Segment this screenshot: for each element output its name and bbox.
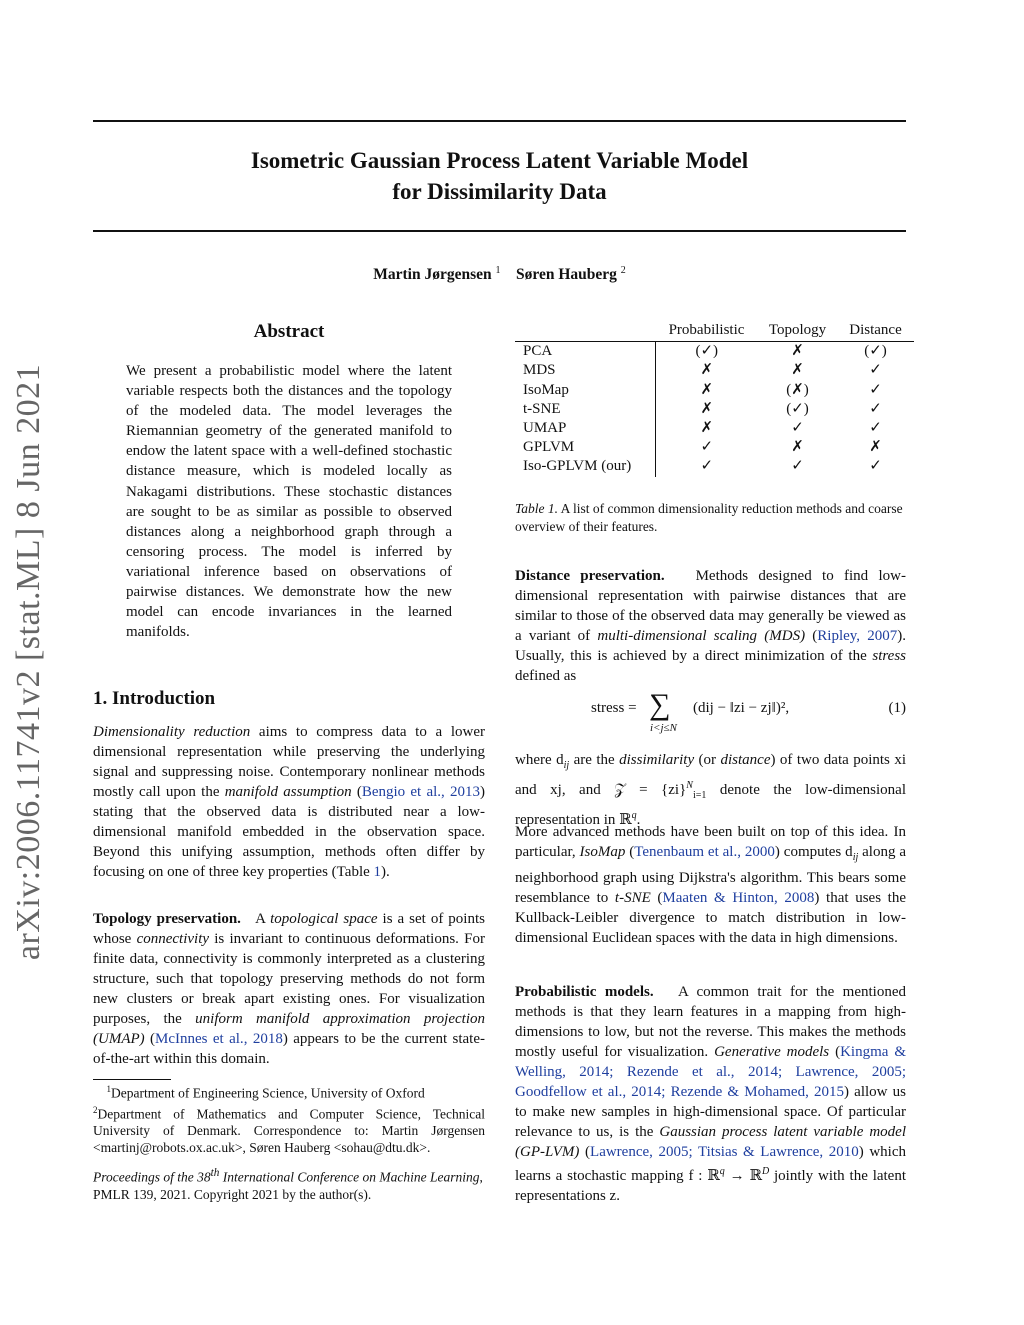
term-topological-space: topological space [270, 911, 378, 927]
term-connectivity: connectivity [136, 931, 210, 947]
where-text-f: . [636, 812, 641, 828]
value-cell: ✗ [700, 381, 714, 398]
methods-table [515, 321, 914, 477]
author-2: Søren Hauberg [515, 266, 617, 284]
method-name: t-SNE [515, 400, 656, 419]
value-cell: ✗ [700, 400, 714, 417]
where-text-d: ) of two data points xi and xj, and 𝒵 = {zi} [515, 752, 906, 798]
paper-title [93, 145, 906, 207]
distance-paragraph: Distance preservation. Methods designed to find low-dimensional representation with pairwise distances that are similar to those of the observed data may generally be viewed as a variant of multi-dimensional scaling (MDS) (Ripley, 2007). Usually, this is achieved by a direct minimization of the stress defined as [515, 568, 906, 684]
value-cell: ✗ [700, 362, 714, 379]
table-row [515, 400, 914, 419]
probabilistic-heading: Probabilistic models. [515, 984, 654, 1000]
term-dissimilarity: dissimilarity [619, 752, 695, 768]
citation-tenenbaum[interactable]: Tenenbaum et al., 2000 [634, 844, 775, 860]
table-row [515, 361, 914, 380]
abstract-text: We present a probabilistic model where the latent variable respects both the distances and the topology of the modeled data. The model leverages the Riemannian geometry of the generated manifold to endow the latent space with a well-defined stochastic distance measure, which is modeled locally as Nakagami distributions. These stochastic distances are sought to be as similar as possible to observed distances along a neighborhood graph through a censoring process. The model is inferred by variational inference based on observations of pairwise distances. We demonstrate how the new model can encode invariances in the learned manifolds. [126, 363, 452, 641]
value-cell: (✓) [786, 400, 809, 417]
more-methods-paragraph: More advanced methods have been built on top of this idea. In particular, IsoMap (Tenenbaum et al., 2000) computes $d_{ij}$ along a neighborhood graph using Dijkstra's algorithm. This bears some resemblance to t-SNE (Maaten & Hinton, 2008) that uses the Kullback-Leibler divergence to match distribution in low-dimensional Euclidean spaces with the data in high dimensions. [515, 824, 907, 946]
value-cell: ✗ [869, 439, 882, 456]
citation-ripley[interactable]: Ripley, 2007 [817, 628, 898, 644]
more-text-a: More advanced methods have been built on top of this idea. In particular, [515, 824, 906, 860]
prob-text-c: ) which learns a stochastic mapping f : ℝ [515, 1144, 907, 1184]
value-cell: ✗ [791, 362, 804, 379]
citation-maaten-year: 2008 [784, 890, 815, 906]
citation-bengio[interactable]: Bengio et al., 2013 [361, 784, 481, 800]
intro-text-b: ) stating that the observed data is distributed near a low-dimensional manifold embedded in the observation space. Beyond this unifying assumption, methods often differ by focusing on one of three key properties (Table [93, 784, 486, 880]
citation-bengio-authors: Bengio et al. [361, 784, 442, 800]
section-heading-introduction: 1. Introduction [93, 688, 216, 709]
footnote-2: $^2$Department of Mathematics and Computer Science, Technical University of Denmark. Correspondence to: Martin Jørgensen <martinj@robots.ox.ac.uk>, Søren Hauberg <sohau@dtu.dk>. [93, 1104, 485, 1155]
value-cell: ✓ [869, 420, 882, 437]
author-1: Martin Jørgensen [373, 266, 492, 284]
value-cell: ✓ [700, 439, 714, 456]
where-text-e: denote the low-dimensional representation in ℝ [515, 782, 906, 828]
distance-text-a: Methods designed to find low-dimensional representation with pairwise distances that are similar to those of the observed data may generally be viewed as a variant of [515, 568, 906, 644]
citation-bengio-year: 2013 [450, 784, 481, 800]
citation-ripley-year: 2007 [867, 628, 898, 644]
term-isomap: IsoMap [579, 844, 626, 860]
title-line-1: Isometric Gaussian Process Latent Variable Model [250, 148, 749, 173]
term-tsne: t-SNE [614, 890, 651, 906]
value-cell: (✓) [864, 343, 887, 360]
distance-heading: Distance preservation. [515, 568, 665, 584]
citation-mcinnes[interactable]: McInnes et al., 2018 [155, 1031, 283, 1047]
proceedings-text-c: , PMLR 139, 2021. Copyright 2021 by the author(s). [93, 1169, 483, 1202]
value-cell: ✓ [791, 420, 804, 437]
table-header-topology: Topology [768, 322, 827, 339]
value-cell: ✓ [869, 400, 882, 417]
footnote-1: $^1$Department of Engineering Science, University of Oxford [106, 1084, 425, 1101]
proceedings-text-b: International Conference on Machine Learning [219, 1169, 480, 1185]
where-paragraph: where $d_{ij}$ are the dissimilarity (or distance) of two data points xi and xj, and 𝒵 = {zi}$^N_{i=1}$ denote the low-dimensional representation in ℝ$^q$. [515, 752, 906, 828]
method-name: UMAP [515, 419, 656, 438]
footnote-2-text: Department of Mathematics and Computer Science, Technical University of Denmark. Correspondence to: Martin Jørgensen <martinj@robots.ox.ac.uk>, Søren Hauberg <sohau@dtu.dk>. [93, 1106, 485, 1155]
value-cell: ✓ [869, 458, 882, 475]
value-cell: (✗) [786, 381, 809, 398]
summation-symbol: ∑ [649, 688, 671, 721]
proceedings-text-a: Proceedings of the 38 [93, 1169, 211, 1185]
footnotes [93, 1081, 485, 1156]
topology-text-b: is a set of points whose [93, 911, 485, 947]
author-2-affiliation: 2 [620, 265, 626, 276]
table-reference-link[interactable]: 1 [373, 864, 382, 880]
topology-text-c: is invariant to continuous deformations. For finite data, connectivity is commonly interpreted as a clustering structure, such that topology preserving methods do not form new clusters or break apart existing ones. For visualization purposes, the [93, 931, 485, 1027]
citation-tenenbaum-year: 2000 [744, 844, 775, 860]
table-caption-label: Table 1. [515, 501, 559, 516]
value-cell: ✗ [700, 420, 714, 437]
topology-paragraph: Topology preservation. A topological space is a set of points whose connectivity is invariant to continuous deformations. For finite data, connectivity is commonly interpreted as a clustering structure, such that topology preserving methods do not form new clusters or break apart existing ones. For visualization purposes, the uniform manifold approximation projection (UMAP) (McInnes et al., 2018) appears to be the current state-of-the-art within this domain. [93, 911, 486, 1067]
proceedings-sup: th [210, 1167, 220, 1179]
value-cell: ✓ [791, 458, 804, 475]
intro-text-a: aims to compress data to a lower dimensional representation while preserving the underlying signal and suppressing noise. Contemporary nonlinear methods mostly call upon the [93, 724, 485, 800]
table-row [515, 342, 914, 362]
prob-text-b: ) allow us to make new samples in high-dimensional space. Of particular relevance to us, is the [515, 1084, 906, 1140]
citation-generative-models[interactable]: Kingma & Welling, 2014; Rezende et al., 2014; Lawrence, 2005; Goodfellow et al., 2014; Rezende & Mohamed, 2015 [515, 1044, 906, 1100]
title-line-2: for Dissimilarity Data [392, 179, 607, 204]
method-name: IsoMap [515, 381, 656, 400]
method-name: GPLVM [515, 438, 656, 457]
equation-rhs: (dij − ‖zi − zj‖)², [693, 700, 790, 716]
arxiv-identifier: arXiv:2006.11741v2 [stat.ML] 8 Jun 2021 [10, 363, 47, 961]
title-top-rule [93, 120, 906, 122]
value-cell: (✓) [695, 343, 719, 360]
table-caption-text: A list of common dimensionality reduction methods and coarse overview of their features. [515, 501, 903, 534]
table-header-row [515, 321, 914, 342]
more-text-c: along a neighborhood graph using Dijkstra's algorithm. This bears some resemblance to [515, 844, 907, 906]
table-caption [515, 500, 906, 536]
citation-maaten[interactable]: Maaten & Hinton, 2008 [662, 890, 815, 906]
table-row [515, 457, 914, 476]
more-text-d: ) that uses the Kullback-Leibler divergence to match distribution in low-dimensional Euclidean spaces with the data in high dimensions. [515, 890, 906, 946]
topology-text-a: A [255, 911, 271, 927]
stress-equation [515, 688, 906, 740]
prob-text-a: A common trait for the mentioned methods is that they learn features in a mapping from high-dimensions to low, but not the reverse. This makes the methods mostly useful for visualization. [515, 984, 906, 1060]
term-mds: multi-dimensional scaling (MDS) [597, 628, 806, 644]
citation-ripley-author: Ripley [817, 628, 857, 644]
where-text-b: are the [569, 752, 620, 768]
method-name: Iso-GPLVM (our) [515, 457, 656, 476]
footnote-1-text: Department of Engineering Science, University of Oxford [111, 1085, 425, 1101]
method-name: MDS [515, 361, 656, 380]
citation-gplvm[interactable]: Lawrence, 2005; Titsias & Lawrence, 2010 [590, 1144, 859, 1160]
citation-mcinnes-year: 2018 [252, 1031, 283, 1047]
intro-text-c: ). [381, 864, 390, 880]
prob-text-d: → ℝ [724, 1168, 762, 1184]
equation-lhs: stress = [591, 700, 637, 716]
where-text-c: (or [694, 752, 721, 768]
footnote-divider [93, 1079, 171, 1080]
title-bottom-rule [93, 230, 906, 232]
probabilistic-paragraph: Probabilistic models. A common trait for the mentioned methods is that they learn features in a mapping from high-dimensions to low, but not the reverse. This makes the methods mostly useful for visualization. Generative models (Kingma & Welling, 2014; Rezende et al., 2014; Lawrence, 2005; Goodfellow et al., 2014; Rezende & Mohamed, 2015) allow us to make new samples in high-dimensional space. Of particular relevance to us, is the Gaussian process latent variable model (GP-LVM) (Lawrence, 2005; Titsias & Lawrence, 2010) which learns a stochastic mapping f : ℝ$^q$ → ℝ$^D$ jointly with the latent representations z. [515, 984, 907, 1204]
term-generative-models: Generative models [714, 1044, 830, 1060]
distance-text-b: ). Usually, this is achieved by a direct minimization of the [515, 628, 906, 664]
equation-summation-range: i<j≤N [650, 722, 677, 734]
table-row [515, 381, 914, 400]
where-text-a: where d [515, 752, 564, 768]
more-text-b: ) computes d [774, 844, 853, 860]
table-row [515, 438, 914, 457]
value-cell: ✓ [869, 362, 882, 379]
method-name: PCA [515, 342, 656, 362]
value-cell: ✗ [791, 439, 804, 456]
author-list [93, 265, 906, 284]
term-manifold-assumption: manifold assumption [224, 784, 352, 800]
value-cell: ✓ [869, 381, 882, 398]
value-cell: ✗ [791, 343, 804, 360]
value-cell: ✓ [700, 458, 714, 475]
term-umap: uniform manifold approximation projection (UMAP) [93, 1011, 485, 1047]
table-header-probabilistic: Probabilistic [668, 322, 745, 339]
citation-mcinnes-authors: McInnes et al. [155, 1031, 244, 1047]
term-stress: stress [872, 648, 906, 664]
citation-tenenbaum-authors: Tenenbaum et al. [634, 844, 738, 860]
abstract-heading: Abstract [253, 321, 325, 342]
author-1-affiliation: 1 [495, 265, 501, 276]
proceedings-note [93, 1165, 485, 1203]
intro-paragraph: Dimensionality reduction aims to compress data to a lower dimensional representation while preserving the underlying signal and suppressing noise. Contemporary nonlinear methods mostly call upon the manifold assumption (Bengio et al., 2013) stating that the observed data is distributed near a low-dimensional manifold embedded in the observation space. Beyond this unifying assumption, methods often differ by focusing on one of three key properties (Table 1). [93, 724, 486, 880]
table-header-distance: Distance [849, 322, 902, 339]
term-dimensionality-reduction: Dimensionality reduction [93, 724, 251, 740]
prob-text-e: jointly with the latent representations z. [515, 1168, 907, 1204]
equation-number: (1) [888, 700, 906, 716]
topology-text-d: ) appears to be the current state-of-the-art within this domain. [93, 1031, 486, 1067]
table-row [515, 419, 914, 438]
citation-maaten-authors: Maaten & Hinton [662, 890, 775, 906]
topology-heading: Topology preservation. [93, 911, 241, 927]
term-gplvm: Gaussian process latent variable model (GP-LVM) [515, 1124, 906, 1160]
term-distance: distance [720, 752, 771, 768]
distance-text-c: defined as [515, 668, 577, 684]
